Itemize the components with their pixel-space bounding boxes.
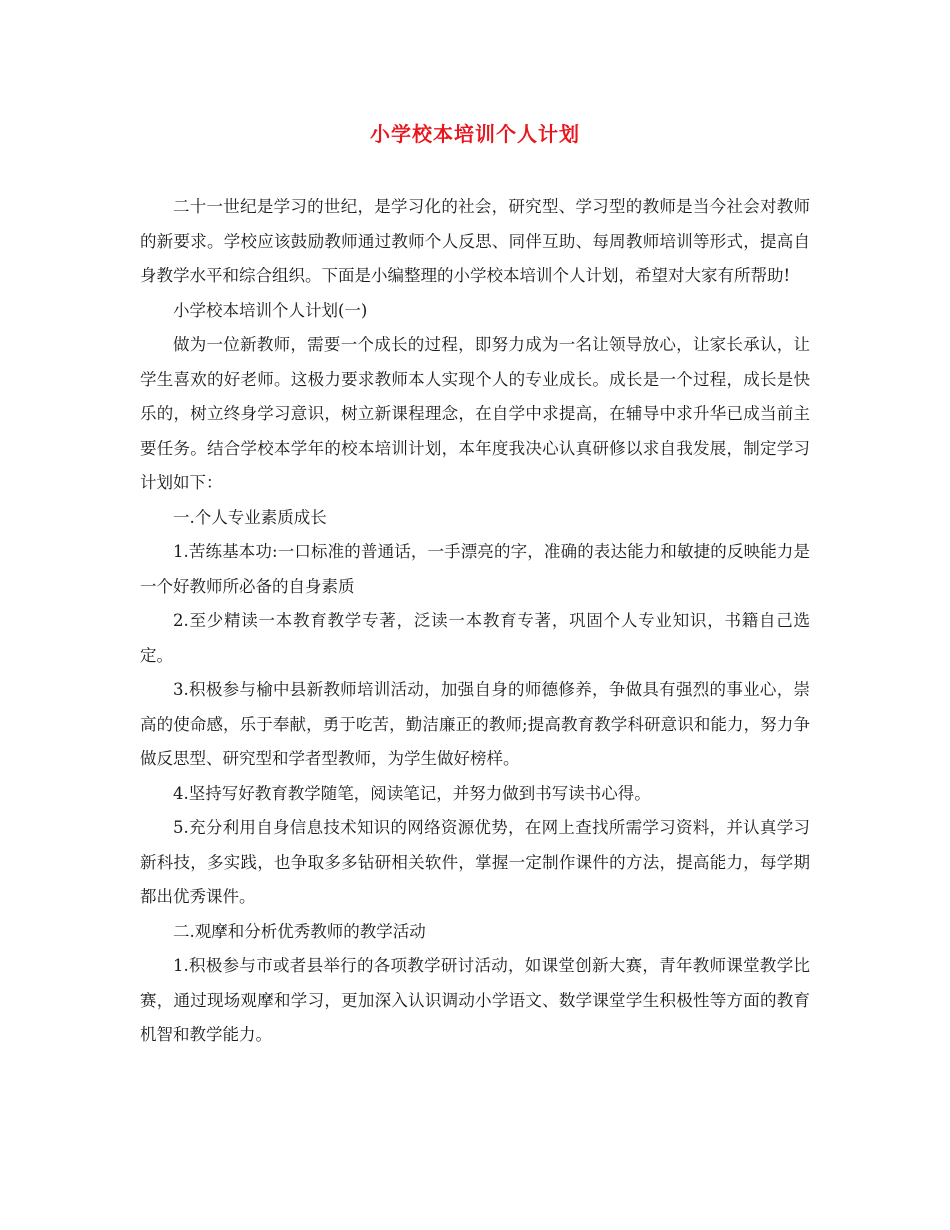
paragraph-item-2-1: 1.积极参与市或者县举行的各项教学研讨活动，如课堂创新大赛，青年教师课堂教学比赛，通过现场观摩和学习，更加深入认识调动小学语文、数学课堂学生积极性等方面的教育机智和教学能力。 [140, 956, 810, 1044]
paragraph-opening: 做为一位新教师，需要一个成长的过程，即努力成为一名让领导放心，让家长承认，让学生喜欢的好老师。这极力要求教师本人实现个人的专业成长。成长是一个过程，成长是快乐的，树立终身学习意识，树立新课程理念，在自学中求提高，在辅导中求升华已成当前主要任务。结合学校本学年的校本培训计划，本年度我决心认真研修以求自我发展，制定学习计划如下： [140, 335, 810, 492]
paragraph-intro: 二十一世纪是学习的世纪，是学习化的社会，研究型、学习型的教师是当今社会对教师的新要求。学校应该鼓励教师通过教师个人反思、同伴互助、每周教师培训等形式，提高自身教学水平和综合组织。下面是小编整理的小学校本培训个人计划，希望对大家有所帮助! [140, 197, 810, 285]
paragraph-item-5: 5.充分利用自身信息技术知识的网络资源优势，在网上查找所需学习资料，并认真学习新科技，多实践，也争取多多钻研相关软件，掌握一定制作课件的方法，提高能力，每学期都出优秀课件。 [140, 818, 810, 906]
paragraph-heading-two: 二.观摩和分析优秀教师的教学活动 [173, 921, 426, 941]
document-body [140, 190, 810, 1053]
paragraph-item-2: 2.至少精读一本教育教学专著，泛读一本教育专著，巩固个人专业知识，书籍自己选定。 [140, 611, 810, 665]
paragraph-item-3: 3.积极参与榆中县新教师培训活动，加强自身的师德修养，争做具有强烈的事业心，崇高的使命感，乐于奉献，勇于吃苦，勤洁廉正的教师;提高教育教学科研意识和能力，努力争做反思型、研究型和学者型教师，为学生做好榜样。 [140, 680, 810, 768]
document-title: 小学校本培训个人计划 [370, 122, 580, 146]
paragraph-item-1: 1.苦练基本功:一口标准的普通话，一手漂亮的字，准确的表达能力和敏捷的反映能力是一个好教师所必备的自身素质 [140, 542, 810, 596]
paragraph-heading-one: 一.个人专业素质成长 [173, 507, 327, 527]
paragraph-section-heading: 小学校本培训个人计划(一) [173, 300, 368, 320]
paragraph-item-4: 4.坚持写好教育教学随笔，阅读笔记，并努力做到书写读书心得。 [173, 783, 651, 803]
